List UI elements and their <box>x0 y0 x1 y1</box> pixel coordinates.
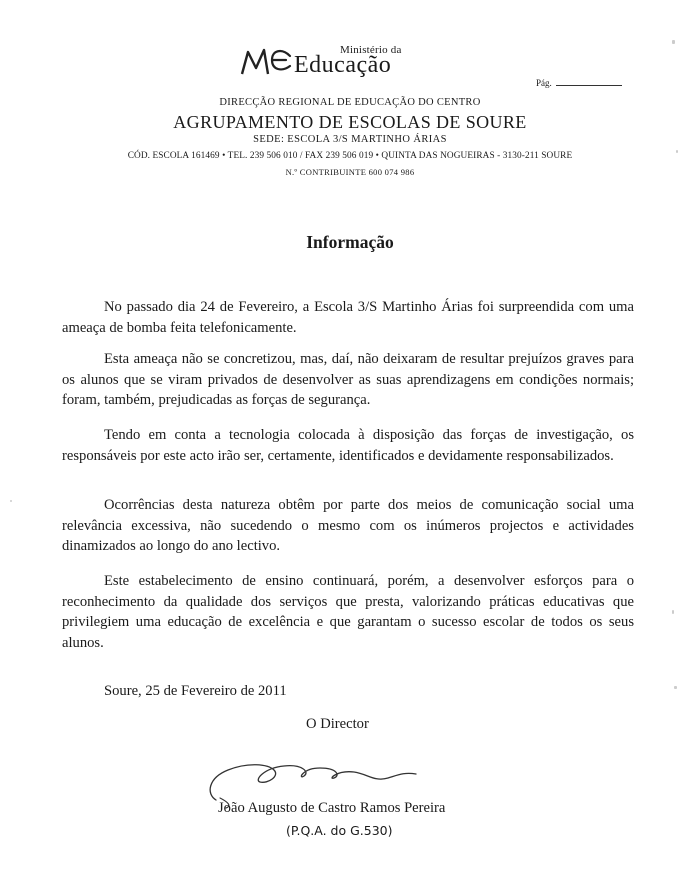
page-label: Pág. <box>536 78 552 88</box>
contact-line: CÓD. ESCOLA 161469 • TEL. 239 506 010 / FAX 239 506 019 • QUINTA DAS NOGUEIRAS - 3130-211 SOURE <box>127 151 573 161</box>
school-group-name: AGRUPAMENTO DE ESCOLAS DE SOURE <box>173 112 527 132</box>
page-number-line <box>556 85 622 86</box>
body-paragraph-1: No passado dia 24 de Fevereiro, a Escola 3/S Martinho Árias foi surpreendida com uma ameaça de bomba feita telefonicamente. <box>62 299 634 336</box>
scan-speck <box>10 500 12 502</box>
scan-speck <box>672 610 674 614</box>
page-number-field <box>536 78 622 88</box>
education-label: Educação <box>294 52 392 78</box>
ministry-label: Ministério da <box>340 44 402 56</box>
scan-speck <box>674 686 677 689</box>
school-seat: SEDE: ESCOLA 3/S MARTINHO ÁRIAS <box>253 134 447 145</box>
taxpayer-number: N.º CONTRIBUINTE 600 074 986 <box>285 167 415 177</box>
signatory-name: João Augusto de Castro Ramos Pereira <box>218 800 446 816</box>
document-date: Soure, 25 de Fevereiro de 2011 <box>104 683 287 699</box>
signatory-role: O Director <box>306 716 369 732</box>
body-paragraph-2: Esta ameaça não se concretizou, mas, daí, não deixaram de resultar prejuízos graves para os alunos que se viram privados de desenvolver as suas aprendizagens em condições normais; foram, também, prejudicadas as forças de segurança. <box>62 351 634 408</box>
scan-speck <box>672 40 675 44</box>
regional-directorate: DIRECÇÃO REGIONAL DE EDUCAÇÃO DO CENTRO <box>219 97 481 108</box>
signatory-note: (P.Q.A. do G.530) <box>286 823 393 838</box>
document-title: Informação <box>306 232 394 252</box>
ministry-logo <box>238 44 418 84</box>
body-paragraph-5: Este estabelecimento de ensino continuará, porém, a desenvolver esforços para o reconhecimento da qualidade dos serviços que presta, valorizando práticas educativas que privilegiem uma educação de excelência e que garantam o sucesso escolar de todos os seus alunos. <box>62 573 634 651</box>
body-paragraph-4: Ocorrências desta natureza obtêm por parte dos meios de comunicação social uma relevância excessiva, não sucedendo o mesmo com os inúmeros projectos e actividades dinamizados ao longo do ano lectivo. <box>62 497 634 554</box>
scan-speck <box>676 150 678 153</box>
me-logo-icon <box>238 44 294 80</box>
body-paragraph-3: Tendo em conta a tecnologia colocada à disposição das forças de investigação, os responsáveis por este acto irão ser, certamente, identificados e devidamente responsabilizados. <box>62 427 634 464</box>
